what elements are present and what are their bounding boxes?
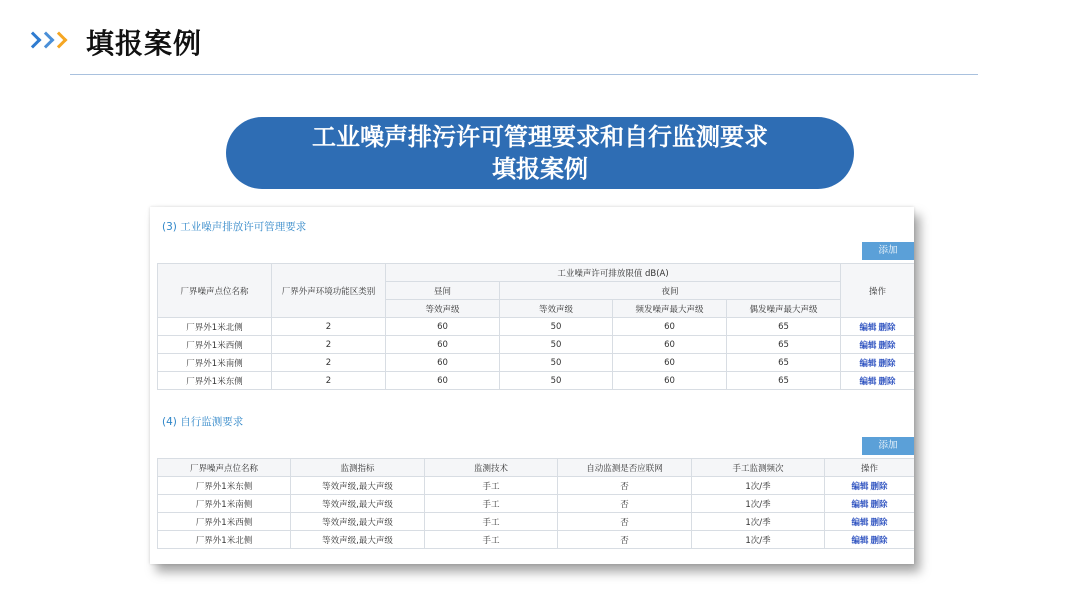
delete-link[interactable]: 删除 [878,376,896,387]
delete-link[interactable]: 删除 [878,322,896,333]
banner-line-2: 填报案例 [492,155,588,183]
cell-ops [841,354,914,372]
cell-point-name: 厂界外1米南侧 [158,354,272,372]
cell-ops [825,513,915,531]
chevron-arrows-icon [27,34,66,46]
delete-link[interactable]: 删除 [878,340,896,351]
cell-point-name: 厂界外1米北侧 [158,531,291,549]
cell-point-name: 厂界外1米北侧 [158,318,272,336]
table-row [158,354,915,372]
cell-freq-max: 60 [613,354,727,372]
table-row [158,372,915,390]
cell-freq: 1次/季 [692,477,825,495]
th-zone-type: 厂界外声环境功能区类别 [272,264,386,318]
add-button-permit[interactable]: 添加 [862,242,914,260]
th-night: 夜间 [500,282,841,300]
cell-technique: 手工 [425,495,558,513]
title-banner [226,117,854,189]
table-row [158,513,915,531]
cell-occ-max: 65 [727,372,841,390]
cell-technique: 手工 [425,477,558,495]
permit-table [157,263,914,390]
cell-indicator: 等效声级,最大声级 [291,495,425,513]
edit-link[interactable]: 编辑 [859,376,877,387]
delete-link[interactable]: 删除 [870,499,888,510]
th-night-eq: 等效声级 [500,300,613,318]
table-row [158,495,915,513]
cell-technique: 手工 [425,531,558,549]
cell-night-eq: 50 [500,336,613,354]
cell-night-eq: 50 [500,354,613,372]
delete-link[interactable]: 删除 [870,535,888,546]
cell-auto-network: 否 [558,495,692,513]
cell-night-eq: 50 [500,318,613,336]
delete-link[interactable]: 删除 [870,481,888,492]
th-limit-group: 工业噪声许可排放限值 dB(A) [386,264,841,282]
cell-freq-max: 60 [613,318,727,336]
th-occ-max: 偶发噪声最大声级 [727,300,841,318]
edit-link[interactable]: 编辑 [859,358,877,369]
add-button-monitoring[interactable]: 添加 [862,437,914,455]
th-ops: 操作 [825,459,915,477]
cell-occ-max: 65 [727,336,841,354]
title-divider [70,74,978,75]
cell-indicator: 等效声级,最大声级 [291,477,425,495]
cell-point-name: 厂界外1米西侧 [158,513,291,531]
cell-day-eq: 60 [386,336,500,354]
table-row [158,477,915,495]
cell-ops [841,318,914,336]
slide-title: 填报案例 [86,27,203,60]
edit-link[interactable]: 编辑 [851,481,869,492]
section-title-permit: (3) 工业噪声排放许可管理要求 [162,221,307,233]
monitoring-table [157,458,914,549]
cell-ops [841,372,914,390]
banner-line-1: 工业噪声排污许可管理要求和自行监测要求 [312,123,768,151]
th-auto-network: 自动监测是否应联网 [558,459,692,477]
cell-ops [841,336,914,354]
form-screenshot [150,207,914,564]
th-manual-freq: 手工监测频次 [692,459,825,477]
cell-freq: 1次/季 [692,495,825,513]
cell-point-name: 厂界外1米东侧 [158,372,272,390]
table-row [158,336,915,354]
cell-day-eq: 60 [386,354,500,372]
cell-point-name: 厂界外1米南侧 [158,495,291,513]
edit-link[interactable]: 编辑 [851,517,869,528]
cell-day-eq: 60 [386,372,500,390]
th-point-name: 厂界噪声点位名称 [158,264,272,318]
cell-technique: 手工 [425,513,558,531]
cell-point-name: 厂界外1米西侧 [158,336,272,354]
edit-link[interactable]: 编辑 [851,535,869,546]
edit-link[interactable]: 编辑 [859,340,877,351]
th-day: 昼间 [386,282,500,300]
delete-link[interactable]: 删除 [870,517,888,528]
cell-freq-max: 60 [613,336,727,354]
edit-link[interactable]: 编辑 [851,499,869,510]
cell-occ-max: 65 [727,318,841,336]
cell-day-eq: 60 [386,318,500,336]
cell-occ-max: 65 [727,354,841,372]
cell-ops [825,495,915,513]
table-row [158,318,915,336]
cell-auto-network: 否 [558,477,692,495]
cell-ops [825,477,915,495]
cell-freq: 1次/季 [692,513,825,531]
th-day-eq: 等效声级 [386,300,500,318]
th-freq-max: 频发噪声最大声级 [613,300,727,318]
cell-point-name: 厂界外1米东侧 [158,477,291,495]
th-technique: 监测技术 [425,459,558,477]
edit-link[interactable]: 编辑 [859,322,877,333]
table-row [158,531,915,549]
cell-zone: 2 [272,354,386,372]
th-ops: 操作 [841,264,914,318]
cell-night-eq: 50 [500,372,613,390]
cell-zone: 2 [272,336,386,354]
cell-zone: 2 [272,318,386,336]
delete-link[interactable]: 删除 [878,358,896,369]
th-point-name: 厂界噪声点位名称 [158,459,291,477]
cell-auto-network: 否 [558,531,692,549]
section-title-monitoring: (4) 自行监测要求 [162,416,244,428]
cell-indicator: 等效声级,最大声级 [291,513,425,531]
cell-auto-network: 否 [558,513,692,531]
cell-ops [825,531,915,549]
cell-freq-max: 60 [613,372,727,390]
th-indicator: 监测指标 [291,459,425,477]
cell-indicator: 等效声级,最大声级 [291,531,425,549]
cell-zone: 2 [272,372,386,390]
cell-freq: 1次/季 [692,531,825,549]
